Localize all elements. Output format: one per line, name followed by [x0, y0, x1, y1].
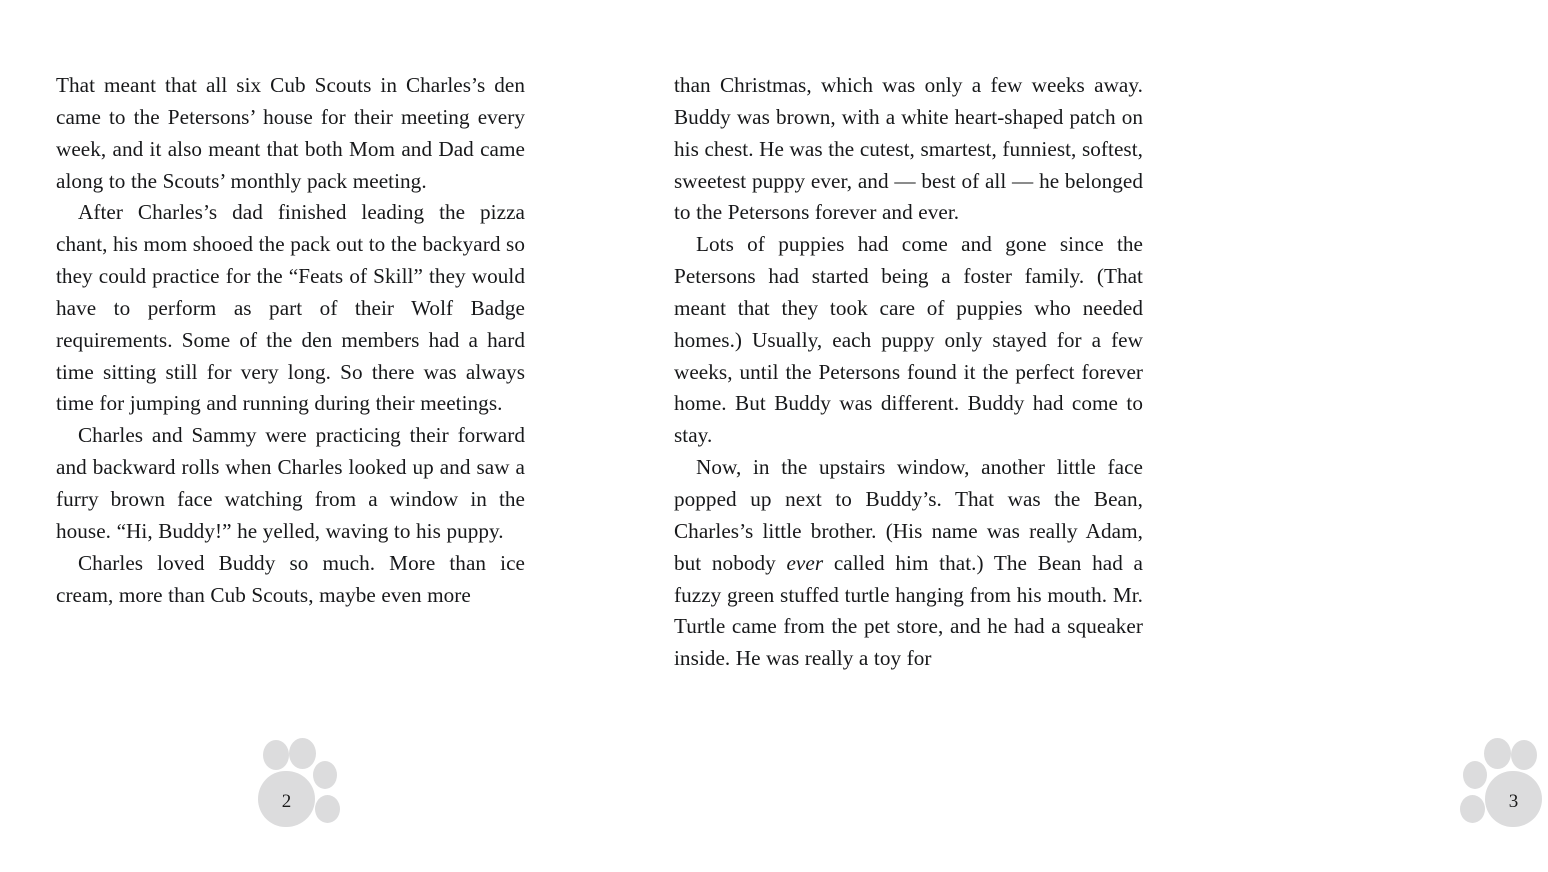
paw-toe-pad-icon	[1463, 761, 1487, 789]
paw-toe-pad-icon	[1484, 738, 1511, 769]
paw-toe-pad-icon	[1460, 795, 1485, 823]
paragraph: than Christmas, which was only a few weeks away. Buddy was brown, with a white heart-shaped patch on his chest. He was the cutest, smartest, funniest, softest, sweetest puppy ever, and — best of all — he belonged to the Petersons forever and ever.	[674, 73, 1143, 225]
page-number: 2	[281, 791, 292, 812]
paw-toe-pad-icon	[315, 795, 340, 823]
paw-print-icon	[1448, 738, 1548, 834]
paw-toe-pad-icon	[263, 740, 289, 770]
left-page	[0, 0, 600, 872]
right-page	[600, 0, 1519, 872]
paw-toe-pad-icon	[313, 761, 337, 789]
paragraph: After Charles’s dad finished leading the pizza chant, his mom shooed the pack out to the backyard so they could practice for the “Feats of Skill” they would have to perform as part of their Wolf Badge requirements. Some of the den members had a hard time sitting still for very long. So there was always time for jumping and running during their meetings.	[56, 200, 525, 416]
paragraph: Lots of puppies had come and gone since the Petersons had started being a foster family. (That meant that they took care of puppies who needed homes.) Usually, each puppy only stayed for a few weeks, until the Petersons found it the perfect forever home. But Buddy was different. Buddy had come to stay.	[674, 232, 1143, 448]
paw-print-icon	[252, 738, 352, 834]
page-marker-left	[252, 738, 352, 834]
paragraph	[674, 452, 1143, 675]
paw-toe-pad-icon	[1511, 740, 1537, 770]
paragraph-text-segment: called him that.) The Bean had a fuzzy green stuffed turtle hanging from his mouth. Mr. Turtle came from the pet store, and he had a squeaker inside. He was really a toy for	[674, 550, 1143, 671]
emphasized-word: ever	[786, 550, 824, 575]
paragraph: Charles loved Buddy so much. More than ice cream, more than Cub Scouts, maybe even more	[56, 550, 525, 607]
paragraph: That meant that all six Cub Scouts in Charles’s den came to the Petersons’ house for their meeting every week, and it also meant that both Mom and Dad came along to the Scouts’ monthly pack meeting.	[56, 73, 525, 193]
paragraph: Charles and Sammy were practicing their forward and backward rolls when Charles looked up and saw a furry brown face watching from a window in the house. “Hi, Buddy!” he yelled, waving to his puppy.	[56, 423, 525, 543]
page-number: 3	[1508, 791, 1519, 812]
paragraph-text-segment: Now, in the upstairs window, another little face popped up next to Buddy’s. That was the Bean, Charles’s little brother. (His name was really Adam, but nobody	[674, 455, 1143, 575]
left-page-text-column	[56, 70, 525, 700]
page-marker-right	[1448, 738, 1548, 834]
right-page-text-column	[674, 70, 1143, 700]
paw-toe-pad-icon	[289, 738, 316, 769]
